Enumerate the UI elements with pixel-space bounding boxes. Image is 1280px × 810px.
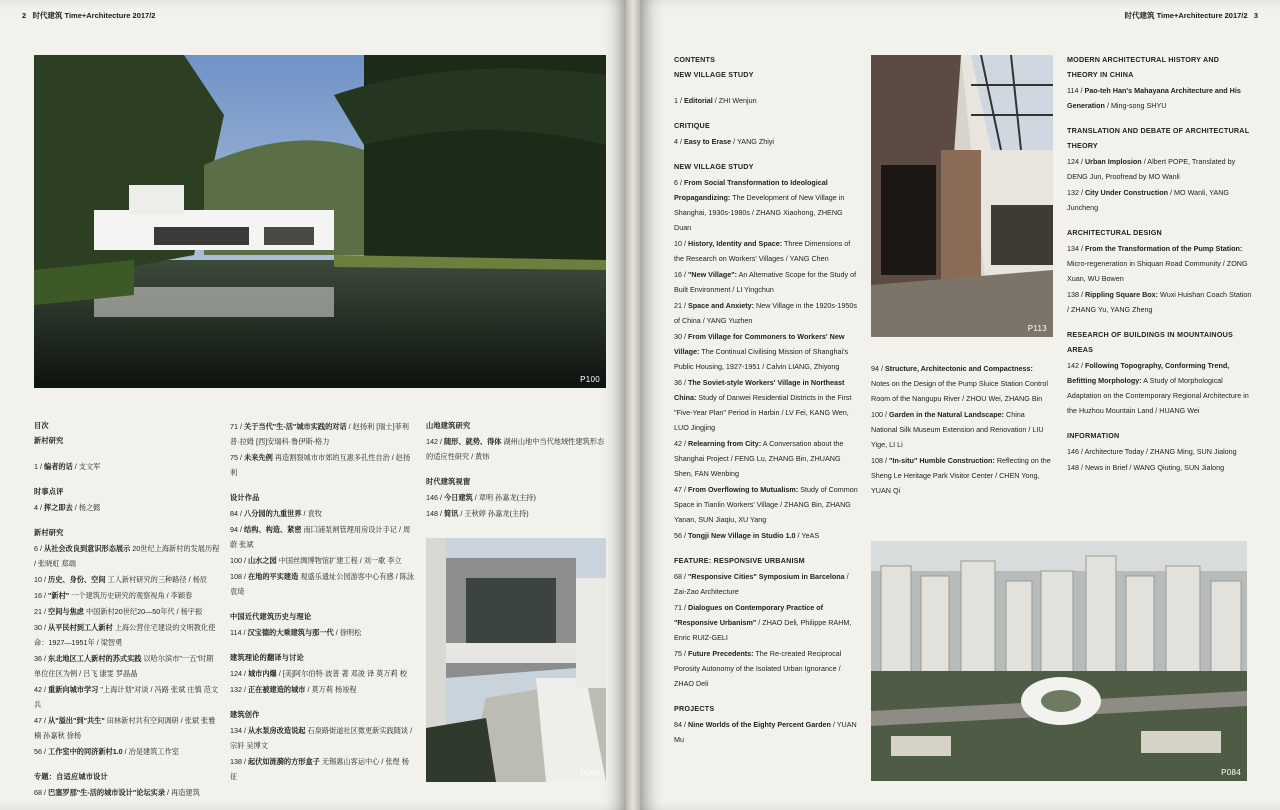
- toc-section-heading: NEW VILLAGE STUDY: [674, 70, 754, 79]
- toc-entry-title: From Overflowing to Mutualism:: [688, 485, 799, 494]
- toc-entry-title: 结构、构造、紧密: [244, 525, 302, 534]
- toc-entry-page: 10 /: [674, 239, 688, 248]
- toc-entry-page: 146 /: [1067, 447, 1085, 456]
- toc-entry-page: 36 /: [34, 654, 48, 663]
- toc-entry-title: 编者的话: [44, 462, 73, 471]
- toc-entry-page: 132 /: [1067, 188, 1085, 197]
- toc-entry: [34, 604, 220, 619]
- toc-entry-title: From Social Transformation to Ideological Propagandizing:: [674, 178, 828, 202]
- toc-entry-page: 10 /: [34, 575, 48, 584]
- right-toc-col3: [1067, 52, 1252, 475]
- toc-section-heading: 中国近代建筑历史与理论: [230, 612, 312, 621]
- toc-entry-page: 94 /: [230, 525, 244, 534]
- toc-entry: [1067, 444, 1252, 459]
- toc-entry-page: 30 /: [674, 332, 688, 341]
- toc-entry-author: 观盛乐遗址公园游客中心有感 / 陈泳 袁琦: [230, 572, 415, 596]
- toc-section-heading: 时代建筑视窗: [426, 477, 471, 486]
- toc-entry-author: 石泉路街道社区微更新实践随谈 / 宗轩 吴博文: [230, 726, 413, 750]
- toc-entry-page: 56 /: [34, 747, 48, 756]
- toc-entry: [230, 682, 416, 697]
- toc-entry-author: / ZHI Wenjun: [712, 96, 757, 105]
- toc-section-heading: 目次: [34, 421, 49, 430]
- toc-entry-author: / 冶是建筑工作室: [122, 747, 179, 756]
- toc-entry-title: "Responsive Cities" Symposium in Barcelona: [688, 572, 845, 581]
- toc-entry-title: 城市内爆: [247, 669, 277, 678]
- toc-entry: [34, 588, 220, 603]
- photo-top-credit: P100: [580, 375, 600, 384]
- photo-city-credit: P084: [1221, 768, 1241, 777]
- toc-entry-page: 108 /: [230, 572, 248, 581]
- toc-entry: [426, 434, 606, 464]
- toc-section-heading: CRITIQUE: [674, 121, 710, 130]
- toc-entry-title: Relearning from City:: [688, 439, 762, 448]
- toc-entry-title: "In-situ" Humble Construction:: [888, 456, 995, 465]
- toc-entry-author: 南囗浦泵闸管理用房设计手记 / 周蔚 张斌: [230, 525, 411, 549]
- toc-entry-author: China National Silk Museum Extension and Renovation / LIU Yige, LI Li: [871, 410, 1044, 449]
- toc-entry-title: 重新向城市学习: [48, 685, 99, 694]
- toc-entry: [871, 453, 1053, 498]
- toc-entry-page: 75 /: [674, 649, 688, 658]
- toc-gap: [1067, 215, 1252, 225]
- toc-entry-title: From the Transformation of the Pump Station:: [1084, 244, 1243, 253]
- toc-entry-author: Three Dimensions of the Research on Workers' Villages / YANG Chen: [674, 239, 851, 263]
- toc-section-heading: FEATURE: RESPONSIVE URBANISM: [674, 556, 805, 565]
- toc-entry-page: 68 /: [674, 572, 688, 581]
- toc-entry: [674, 528, 858, 543]
- toc-entry-title: The Soviet-style Workers' Village in Northeast China:: [674, 378, 845, 402]
- toc-entry-title: 挥之即去: [44, 503, 73, 512]
- right-page-number: 3: [1253, 11, 1258, 20]
- toc-entry: [34, 744, 220, 759]
- toc-entry-author: / Ming-song SHYU: [1104, 101, 1167, 110]
- toc-entry-title: 简讯: [443, 509, 459, 518]
- left-toc-col3: [426, 418, 606, 521]
- toc-entry: [674, 482, 858, 527]
- toc-entry: [230, 723, 416, 753]
- toc-entry-title: 八分园的九重世界: [244, 509, 302, 518]
- toc-entry-title: "新村": [48, 591, 70, 600]
- toc-entry-page: 138 /: [1067, 290, 1085, 299]
- toc-entry-title: City Under Construction: [1084, 188, 1169, 197]
- toc-entry-author: / MO Wanli, YANG Juncheng: [1067, 188, 1230, 212]
- toc-entry-page: 134 /: [230, 726, 248, 735]
- toc-entry-page: 47 /: [674, 485, 688, 494]
- toc-entry-title: Space and Anxiety:: [688, 301, 755, 310]
- toc-entry: [871, 407, 1053, 452]
- toc-gap: [674, 149, 858, 159]
- toc-section-heading: 专题：自适应城市设计: [34, 772, 108, 781]
- toc-entry-page: 124 /: [1067, 157, 1085, 166]
- toc-entry: [230, 506, 416, 521]
- toc-entry-page: 84 /: [674, 720, 688, 729]
- toc-entry-title: 正在被建造的城市: [247, 685, 306, 694]
- toc-entry-page: 42 /: [674, 439, 688, 448]
- toc-entry-page: 100 /: [230, 556, 248, 565]
- toc-entry-page: 134 /: [1067, 244, 1085, 253]
- toc-entry: [674, 717, 858, 747]
- toc-entry: [674, 436, 858, 481]
- toc-entry: [674, 93, 858, 108]
- toc-entry: [34, 541, 220, 571]
- toc-section-heading: ARCHITECTURAL DESIGN: [1067, 228, 1162, 237]
- toc-entry: [34, 651, 220, 681]
- toc-entry-title: Tongji New Village in Studio 1.0: [688, 531, 796, 540]
- toc-entry-author: The Continual Civilising Mission of Shanghai's Public Housing, 1927-1951 / Calvin LIANG, Zhiyong: [674, 347, 849, 371]
- toc-entry-page: 114 /: [230, 628, 248, 637]
- left-page: [0, 0, 626, 810]
- photo-city-aerial: [871, 541, 1247, 781]
- toc-entry-title: 在地的平实建造: [247, 572, 299, 581]
- toc-entry: [1067, 241, 1252, 286]
- toc-entry-title: 东北地区工人新村的苏式实践: [48, 654, 142, 663]
- toc-entry-author: 无锡惠山客运中心 / 张煜 杨征: [230, 757, 409, 781]
- photo-stair-building: [426, 538, 606, 782]
- toc-entry: [230, 419, 416, 449]
- toc-entry-title: Following Topography, Conforming Trend, Befitting Morphology:: [1067, 361, 1230, 385]
- toc-entry: [230, 553, 416, 568]
- toc-entry: [34, 785, 220, 800]
- toc-entry-author: / ZHAO Deli, Philippe RAHM, Enric RUIZ-GELI: [674, 618, 852, 642]
- toc-entry-title: 未来先例: [244, 453, 273, 462]
- photo-pond-building: [34, 55, 606, 388]
- toc-section-heading: 新村研究: [34, 436, 64, 445]
- toc-entry-page: 1 /: [34, 462, 44, 471]
- toc-entry: [674, 134, 858, 149]
- toc-entry-page: 68 /: [34, 788, 48, 797]
- toc-entry-author: / 章明 孙嘉龙(主持): [472, 493, 536, 502]
- right-page: [640, 0, 1280, 810]
- toc-entry-page: 84 /: [230, 509, 244, 518]
- toc-entry: [34, 620, 220, 650]
- toc-entry-author: Micro-regeneration in Shiquan Road Community / ZONG Xuan, WU Bowen: [1067, 259, 1248, 283]
- toc-gap: [426, 464, 606, 474]
- toc-entry-author: / [美]阿尔伯特·波普 著 邓浚 译 莫万莉 校: [276, 669, 407, 678]
- toc-entry-page: 108 /: [871, 456, 889, 465]
- toc-entry-title: 从社会改良到意识形态展示: [44, 544, 131, 553]
- toc-entry-title: Easy to Erase: [684, 137, 732, 146]
- toc-entry-author: The Development of New Village in Shanghai, 1930s-1980s / ZHANG Xiaohong, ZHENG Duan: [674, 193, 845, 232]
- toc-entry-author: / 再造建筑: [165, 788, 200, 797]
- toc-entry-title: 山水之园: [247, 556, 277, 565]
- toc-entry: [674, 375, 858, 435]
- toc-section-heading: 建筑理论的翻译与讨论: [230, 653, 304, 662]
- toc-entry: [1067, 287, 1252, 317]
- toc-entry-page: 138 /: [230, 757, 248, 766]
- toc-entry: [230, 569, 416, 599]
- toc-gap: [230, 640, 416, 650]
- toc-entry: [674, 329, 858, 374]
- toc-entry-title: Future Precedents:: [688, 649, 754, 658]
- toc-entry: [230, 666, 416, 681]
- toc-entry-page: 94 /: [871, 364, 885, 373]
- right-toc-col2: [871, 360, 1053, 498]
- toc-entry-page: 71 /: [230, 422, 244, 431]
- toc-section-heading: NEW VILLAGE STUDY: [674, 162, 754, 171]
- toc-entry-author: Study of Common Space in Tianlin Workers' Village / ZHANG Bin, ZHANG Yanan, SUN Jiaqiu, XU Yang: [674, 485, 858, 524]
- toc-section-heading: TRANSLATION AND DEBATE OF ARCHITECTURAL THEORY: [1067, 126, 1250, 150]
- toc-entry-page: 148 /: [1067, 463, 1085, 472]
- toc-section-heading: PROJECTS: [674, 704, 715, 713]
- photo-bottom-credit: P096: [580, 769, 600, 778]
- left-page-number: 2: [22, 11, 27, 20]
- right-runhead-text: 时代建筑 Time+Architecture 2017/2: [1124, 11, 1248, 20]
- toc-entry-author: The Re-created Reciprocal Porosity Autonomy of the Isolated Urban Ignorance / ZHAO Deli: [674, 649, 842, 688]
- toc-entry-page: 30 /: [34, 623, 48, 632]
- toc-entry-author: / Albert POPE, Translated by DENG Jun, Proofread by MO Wanli: [1067, 157, 1236, 181]
- toc-gap: [674, 82, 858, 92]
- toc-gap: [674, 691, 858, 701]
- toc-entry-author: 上海公营住宅建设的文明教化使命：1927—1951年 / 梁智勇: [34, 623, 216, 647]
- toc-gap: [34, 448, 220, 458]
- toc-entry-page: 75 /: [230, 453, 244, 462]
- toc-entry: [1067, 460, 1252, 475]
- toc-entry-title: "New Village":: [688, 270, 738, 279]
- left-runhead-text: 时代建筑 Time+Architecture 2017/2: [32, 11, 156, 20]
- toc-gap: [230, 599, 416, 609]
- toc-entry-author: / 杨之懿: [72, 503, 101, 512]
- toc-entry-author: A Study of Morphological Adaptation on the Contemporary Regional Architecture in the Huzhou Mountain Land / HUANG Wei: [1067, 376, 1249, 415]
- toc-section-heading: INFORMATION: [1067, 431, 1120, 440]
- toc-entry-author: Architecture Today / ZHANG Ming, SUN Jialong: [1084, 447, 1237, 456]
- toc-entry-title: 从水泵房改造说起: [247, 726, 306, 735]
- toc-entry-page: 142 /: [426, 437, 444, 446]
- toc-entry: [674, 175, 858, 235]
- toc-entry-page: 1 /: [674, 96, 684, 105]
- toc-entry-title: Pao-teh Han's Mahayana Architecture and His Generation: [1067, 86, 1241, 110]
- toc-entry: [230, 754, 416, 784]
- book-gutter: [626, 0, 640, 810]
- toc-gap: [34, 515, 220, 525]
- toc-entry-title: 汉宝德的大乘建筑与那一代: [247, 628, 334, 637]
- toc-entry: [426, 506, 606, 521]
- toc-section-heading: MODERN ARCHITECTURAL HISTORY AND THEORY IN CHINA: [1067, 55, 1220, 79]
- toc-entry-title: Editorial: [684, 96, 713, 105]
- toc-entry-author: / 赵扬利 [瑞士]菲利普·拉姆 [西]安瑞科·鲁伊斯-格力: [230, 422, 409, 446]
- toc-entry-author: An Alternative Scope for the Study of Built Environment / LI Yingchun: [674, 270, 857, 294]
- toc-entry-page: 36 /: [674, 378, 688, 387]
- toc-entry-title: 从"溢出"到"共生": [48, 716, 105, 725]
- toc-entry-title: 起伏如涟漪的方形盒子: [247, 757, 320, 766]
- toc-entry-title: 巴塞罗那"生-活的城市设计"论坛实录: [48, 788, 166, 797]
- toc-entry: [1067, 358, 1252, 418]
- toc-entry: [674, 569, 858, 599]
- toc-entry-author: Study of Danwei Residential Districts in the First "Five-Year Plan" Period in Harbin / LV Fei, KANG Wen, LUO Jingjing: [674, 393, 852, 432]
- toc-entry-author: Wuxi Huishan Coach Station / ZHANG Yu, YANG Zheng: [1067, 290, 1252, 314]
- toc-entry: [871, 361, 1053, 406]
- toc-entry: [230, 522, 416, 552]
- photo-stair-credit: P113: [1027, 324, 1047, 333]
- left-runhead: [22, 10, 155, 21]
- toc-entry-author: A Conversation about the Shanghai Project / FENG Lu, ZHANG Bin, ZHUANG Shen, FAN Wenbing: [674, 439, 844, 478]
- toc-entry-title: Urban Implosion: [1084, 157, 1142, 166]
- toc-entry-author: 一个建筑历史研究的观察视角 / 李颖春: [69, 591, 193, 600]
- toc-entry-page: 142 /: [1067, 361, 1085, 370]
- toc-section-heading: 山地建筑研究: [426, 421, 471, 430]
- toc-entry-author: / YeAS: [795, 531, 820, 540]
- toc-entry-author: 田林新村共有空间调研 / 张斌 张雅楠 孙嘉秋 徐杨: [34, 716, 216, 740]
- toc-gap: [1067, 113, 1252, 123]
- right-runhead: [1125, 10, 1258, 21]
- toc-entry: [1067, 83, 1252, 113]
- toc-entry: [674, 600, 858, 645]
- toc-entry-page: 21 /: [34, 607, 48, 616]
- toc-entry: [674, 236, 858, 266]
- toc-entry-page: 47 /: [34, 716, 48, 725]
- toc-section-heading: 设计作品: [230, 493, 260, 502]
- toc-entry-page: 42 /: [34, 685, 48, 694]
- toc-entry-page: 16 /: [34, 591, 48, 600]
- toc-entry-author: 工人新村研究的三种路径 / 杨辰: [105, 575, 207, 584]
- toc-gap: [230, 480, 416, 490]
- toc-gap: [34, 474, 220, 484]
- toc-entry-author: News in Brief / WANG Qiuting, SUN Jialong: [1084, 463, 1225, 472]
- toc-section-heading: 新村研究: [34, 528, 64, 537]
- toc-entry: [34, 500, 220, 515]
- toc-entry-author: / 袁牧: [301, 509, 322, 518]
- toc-entry-title: Nine Worlds of the Eighty Percent Garden: [688, 720, 831, 729]
- toc-gap: [34, 759, 220, 769]
- toc-entry: [34, 713, 220, 743]
- toc-entry: [426, 490, 606, 505]
- toc-entry-title: Garden in the Natural Landscape:: [888, 410, 1005, 419]
- toc-section-heading: 建筑创作: [230, 710, 260, 719]
- toc-entry-page: 21 /: [674, 301, 688, 310]
- toc-gap: [674, 108, 858, 118]
- left-toc-col1: [34, 418, 220, 800]
- toc-entry-page: 6 /: [674, 178, 684, 187]
- toc-entry-title: 空间与焦虑: [48, 607, 84, 616]
- toc-entry-page: 114 /: [1067, 86, 1085, 95]
- toc-entry: [34, 682, 220, 712]
- toc-entry-page: 132 /: [230, 685, 248, 694]
- toc-entry-author: 20世纪上海新村的发展历程 / 张晓虹 郑端: [34, 544, 220, 568]
- toc-entry-title: 随形、就势、得体: [443, 437, 502, 446]
- toc-entry-title: 从平民村到工人新村: [48, 623, 113, 632]
- toc-entry-author: / 莫万莉 杨竣程: [305, 685, 357, 694]
- toc-entry-author: / YANG Zhiyi: [731, 137, 775, 146]
- toc-entry-author: 再造割裂城市市郊的互惠多孔性自治 / 赵扬利: [230, 453, 411, 477]
- toc-gap: [674, 543, 858, 553]
- toc-entry-title: Rippling Square Box:: [1084, 290, 1159, 299]
- toc-entry-title: History, Identity and Space:: [688, 239, 783, 248]
- toc-gap: [1067, 418, 1252, 428]
- toc-entry-page: 148 /: [426, 509, 444, 518]
- toc-entry-page: 71 /: [674, 603, 688, 612]
- toc-entry: [674, 646, 858, 691]
- toc-entry-author: 中国新村20世纪20—50年代 / 杨宇振: [83, 607, 203, 616]
- toc-entry-author: / 徐明松: [333, 628, 362, 637]
- toc-entry-title: 工作室中的同济新村1.0: [48, 747, 123, 756]
- toc-entry-title: 历史、身份、空间: [48, 575, 106, 584]
- toc-entry: [34, 459, 220, 474]
- toc-entry-author: "上海计划"对谈 / 冯路 张斌 庄慎 范文兵: [34, 685, 219, 709]
- toc-section-heading: 时事点评: [34, 487, 64, 496]
- toc-entry-author: New Village in the 1920s-1950s of China / YANG Yuzhen: [674, 301, 858, 325]
- toc-entry: [34, 572, 220, 587]
- toc-entry-page: 4 /: [674, 137, 684, 146]
- toc-entry-author: Reflecting on the Sheng Le Heritage Park Visitor Center / CHEN Yong, YUAN Qi: [871, 456, 1051, 495]
- toc-entry-author: Notes on the Design of the Pump Sluice Station Control Room of the Nangupu River / ZHOU Wei, ZHANG Bin: [871, 379, 1048, 403]
- toc-gap: [230, 697, 416, 707]
- toc-entry-author: / 支文军: [72, 462, 101, 471]
- toc-entry-author: / Zai-Zao Architecture: [674, 572, 849, 596]
- left-toc-col2: [230, 418, 416, 784]
- toc-entry: [674, 298, 858, 328]
- toc-entry-page: 124 /: [230, 669, 248, 678]
- toc-entry-author: 湖州山地中当代地域性建筑形态的适应性研究 / 黄炜: [426, 437, 605, 461]
- toc-entry: [230, 450, 416, 480]
- toc-entry-author: 中国丝绸博物馆扩建工程 / 刘一歌 李立: [276, 556, 402, 565]
- toc-entry-page: 6 /: [34, 544, 44, 553]
- toc-entry: [674, 267, 858, 297]
- toc-entry-title: From Village for Commoners to Workers' New Village:: [674, 332, 845, 356]
- toc-entry-author: 以哈尔滨市"一五"时期单位住区为例 / 吕飞 康雯 罗晶晶: [34, 654, 214, 678]
- toc-section-heading: CONTENTS: [674, 55, 716, 64]
- toc-entry-page: 100 /: [871, 410, 889, 419]
- toc-entry-page: 146 /: [426, 493, 444, 502]
- toc-entry-page: 56 /: [674, 531, 688, 540]
- toc-entry-title: Dialogues on Contemporary Practice of "Responsive Urbanism": [674, 603, 823, 627]
- toc-entry-author: / 王秋婷 孙嘉龙(主持): [458, 509, 529, 518]
- toc-entry: [230, 625, 416, 640]
- toc-entry-author: / YUAN Mu: [674, 720, 857, 744]
- toc-entry-title: 今日建筑: [443, 493, 473, 502]
- toc-entry: [1067, 185, 1252, 215]
- toc-entry: [1067, 154, 1252, 184]
- toc-section-heading: RESEARCH OF BUILDINGS IN MOUNTAINOUS AREAS: [1067, 330, 1233, 354]
- right-toc-col1: [674, 52, 858, 747]
- toc-entry-title: 关于当代"生-活"城市实践的对话: [244, 422, 347, 431]
- photo-brick-courtyard: [871, 55, 1053, 337]
- toc-gap: [1067, 317, 1252, 327]
- toc-entry-title: Structure, Architectonic and Compactness:: [885, 364, 1033, 373]
- toc-entry-page: 4 /: [34, 503, 44, 512]
- toc-entry-page: 16 /: [674, 270, 688, 279]
